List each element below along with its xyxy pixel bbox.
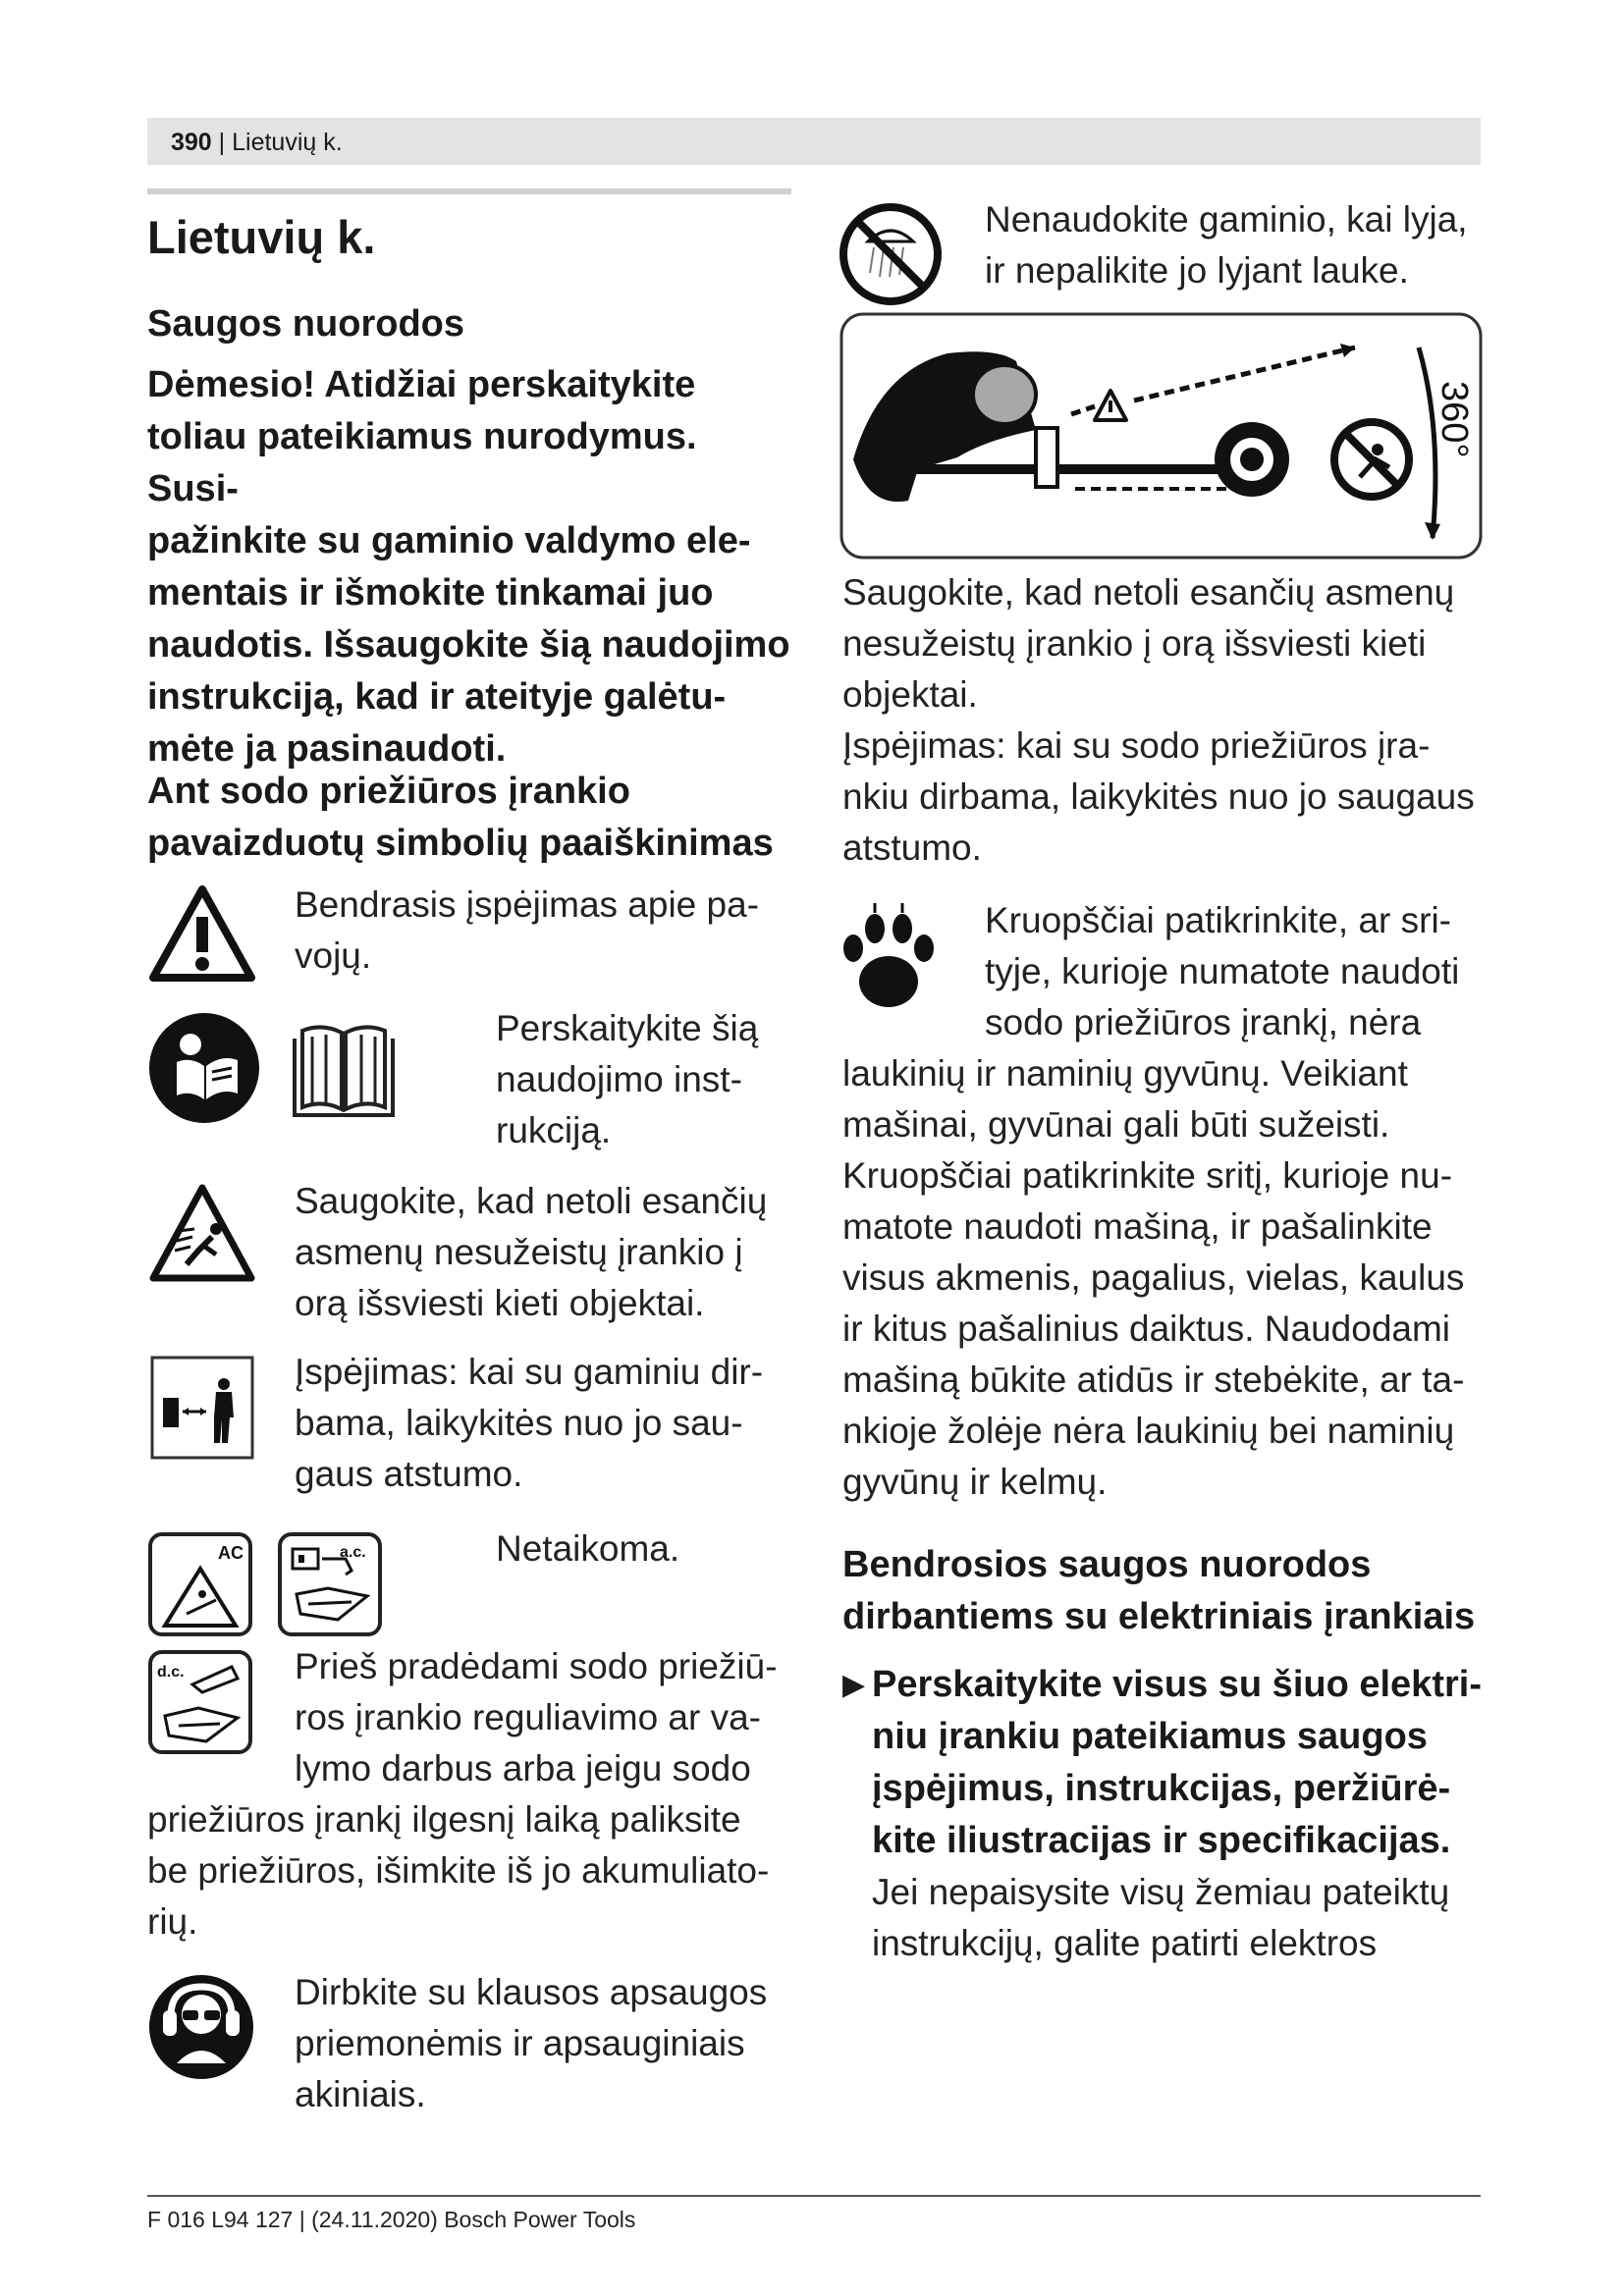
symbol-text-thrown bbox=[295, 1176, 767, 1329]
warning-line: mentais ir išmokite tinkamai juo bbox=[147, 572, 714, 614]
symbol-text-dc-full bbox=[147, 1794, 769, 1948]
bullet-body-text bbox=[872, 1867, 1449, 1969]
symbol-line: lymo darbus arba jeigu sodo bbox=[295, 1748, 751, 1789]
header-separator: | bbox=[211, 129, 233, 156]
thrown-line: objektai. bbox=[842, 674, 978, 715]
thrown-line: Saugokite, kad netoli esančių asmenų bbox=[842, 572, 1455, 613]
ac-icon bbox=[147, 1531, 253, 1637]
symbol-line: ros įrankio reguliavimo ar va- bbox=[295, 1697, 762, 1737]
symbol-line: naudojimo inst- bbox=[496, 1059, 742, 1099]
symbol-text-dc-indented bbox=[295, 1641, 778, 1794]
symbol-line: vojų. bbox=[295, 935, 372, 976]
animal-text-indented bbox=[985, 895, 1459, 1048]
symbol-text-protection bbox=[295, 1967, 767, 2120]
thrown-line: atstumo. bbox=[842, 828, 982, 868]
ear-eye-protection-icon bbox=[147, 1973, 255, 2081]
safe-distance-icon bbox=[149, 1355, 255, 1461]
bullet-bold-line: Perskaitykite visus su šiuo elektri- bbox=[872, 1664, 1482, 1705]
thrown-objects-text bbox=[842, 567, 1475, 874]
animal-line: ir kitus pašalinius daiktus. Naudodami bbox=[842, 1308, 1451, 1349]
warning-line: toliau pateikiamus nurodymus. Susi- bbox=[147, 416, 697, 509]
page-number: 390 bbox=[171, 129, 212, 156]
animal-line: mašiną būkite atidūs ir stebėkite, ar ta- bbox=[842, 1360, 1465, 1400]
thrown-line: Įspėjimas: kai su sodo priežiūros įra- bbox=[842, 725, 1431, 766]
bullet-bold-line: niu įrankiu pateikiamus saugos bbox=[872, 1716, 1428, 1757]
dc-battery-icon bbox=[147, 1649, 253, 1755]
footer: F 016 L94 127 | (24.11.2020) Bosch Power Tools bbox=[147, 2207, 636, 2232]
header-bar bbox=[147, 118, 1481, 165]
symbol-line: priemonėmis ir apsauginiais bbox=[295, 2023, 745, 2063]
symbol-line: Prieš pradėdami sodo priežiū- bbox=[295, 1646, 778, 1686]
rain-line: ir nepalikite jo lyjant lauke. bbox=[985, 250, 1409, 291]
svg-text:AC: AC bbox=[218, 1543, 244, 1563]
rain-line: Nenaudokite gaminio, kai lyja, bbox=[985, 199, 1468, 240]
thrown-line: nkiu dirbama, laikykitės nuo jo saugaus bbox=[842, 776, 1475, 817]
angle-label: 360° bbox=[1434, 381, 1475, 458]
symbol-text-ac: Netaikoma. bbox=[496, 1528, 680, 1569]
symbols-heading-line: pavaizduotų simbolių paaiškinimas bbox=[147, 823, 774, 864]
animal-line: nkioje žolėje nėra laukinių bei naminių bbox=[842, 1411, 1455, 1451]
animal-line: sodo priežiūros įrankį, nėra bbox=[985, 1002, 1422, 1042]
thrown-line: nesužeistų įrankio į orą išsviesti kieti bbox=[842, 623, 1427, 664]
symbol-line: rių. bbox=[147, 1901, 198, 1942]
animal-line: Kruopščiai patikrinkite sritį, kurioje nu- bbox=[842, 1155, 1453, 1196]
no-rain-icon bbox=[839, 202, 943, 306]
animal-line: gyvūnų ir kelmų. bbox=[842, 1462, 1108, 1502]
svg-text:d.c.: d.c. bbox=[157, 1664, 185, 1681]
warning-line: mėte ja pasinaudoti. bbox=[147, 728, 507, 770]
symbol-text-distance bbox=[295, 1347, 763, 1500]
page-title: Lietuvių k. bbox=[147, 211, 376, 263]
symbol-line: orą išsviesti kieti objektai. bbox=[295, 1283, 705, 1323]
throw-zone-illustration-icon bbox=[839, 312, 1483, 560]
symbol-line: Bendrasis įspėjimas apie pa- bbox=[295, 884, 760, 925]
general-heading-line: Bendrosios saugos nuorodos bbox=[842, 1544, 1372, 1585]
symbol-line: Perskaitykite šią bbox=[496, 1008, 759, 1048]
read-manual-icon bbox=[287, 1015, 401, 1123]
general-heading-line: dirbantiems su elektriniais įrankiais bbox=[842, 1596, 1476, 1637]
bullet-arrow-icon: ▶ bbox=[842, 1669, 866, 1701]
animal-text-full bbox=[842, 1048, 1464, 1508]
safety-warning bbox=[147, 359, 795, 775]
header-section: Lietuvių k. bbox=[232, 129, 343, 156]
warning-line: Dėmesio! Atidžiai perskaitykite bbox=[147, 364, 696, 405]
symbol-text-warning bbox=[295, 880, 759, 982]
symbol-line: Įspėjimas: kai su gaminiu dir- bbox=[295, 1352, 764, 1392]
symbol-text-manual bbox=[496, 1003, 758, 1156]
warning-line: instrukciją, kad ir ateityje galėtu- bbox=[147, 676, 727, 718]
animal-line: visus akmenis, pagalius, vielas, kaulus bbox=[842, 1257, 1465, 1298]
bullet-bold-line: įspėjimus, instrukcijas, peržiūrė- bbox=[872, 1768, 1451, 1809]
bullet-bold-text bbox=[872, 1659, 1482, 1867]
animal-line: mašinai, gyvūnai gali būti sužeisti. bbox=[842, 1104, 1390, 1145]
symbols-heading bbox=[147, 766, 774, 870]
symbol-line: bama, laikykitės nuo jo sau- bbox=[295, 1403, 743, 1443]
warning-triangle-icon bbox=[147, 883, 257, 986]
footer-rule bbox=[147, 2195, 1481, 2197]
symbol-line: Saugokite, kad netoli esančių bbox=[295, 1181, 768, 1221]
rain-warning-text bbox=[985, 194, 1468, 296]
general-safety-heading bbox=[842, 1539, 1475, 1643]
symbols-heading-line: Ant sodo priežiūros įrankio bbox=[147, 771, 630, 812]
symbol-line: rukciją. bbox=[496, 1110, 612, 1150]
thrown-objects-icon bbox=[147, 1182, 257, 1286]
section-rule bbox=[147, 188, 791, 194]
safety-heading: Saugos nuorodos bbox=[147, 303, 464, 345]
symbol-line: priežiūros įrankį ilgesnį laiką paliksite bbox=[147, 1799, 741, 1840]
bullet-body-line: instrukcijų, galite patirti elektros bbox=[872, 1923, 1378, 1963]
symbol-line: Dirbkite su klausos apsaugos bbox=[295, 1972, 768, 2012]
paw-print-icon bbox=[839, 899, 938, 1017]
bullet-bold-line: kite iliustracijas ir specifikacijas. bbox=[872, 1820, 1451, 1861]
animal-line: matote naudoti mašiną, ir pašalinkite bbox=[842, 1206, 1433, 1247]
ac-unplug-icon bbox=[277, 1531, 383, 1637]
warning-line: pažinkite su gaminio valdymo ele- bbox=[147, 520, 751, 561]
symbol-line: be priežiūros, išimkite iš jo akumuliato- bbox=[147, 1850, 770, 1891]
read-manual-person-icon bbox=[147, 1011, 261, 1125]
symbol-line: akiniais. bbox=[295, 2074, 426, 2114]
svg-text:a.c.: a.c. bbox=[340, 1544, 366, 1561]
symbol-line: gaus atstumo. bbox=[295, 1454, 523, 1494]
bullet-body-line: Jei nepaisysite visų žemiau pateiktų bbox=[872, 1872, 1450, 1912]
warning-line: naudotis. Išsaugokite šią naudojimo bbox=[147, 624, 790, 666]
animal-line: Kruopščiai patikrinkite, ar sri- bbox=[985, 900, 1451, 940]
animal-line: tyje, kurioje numatote naudoti bbox=[985, 951, 1460, 991]
animal-line: laukinių ir naminių gyvūnų. Veikiant bbox=[842, 1053, 1408, 1094]
symbol-line: asmenų nesužeistų įrankio į bbox=[295, 1232, 743, 1272]
page-header bbox=[171, 128, 343, 157]
